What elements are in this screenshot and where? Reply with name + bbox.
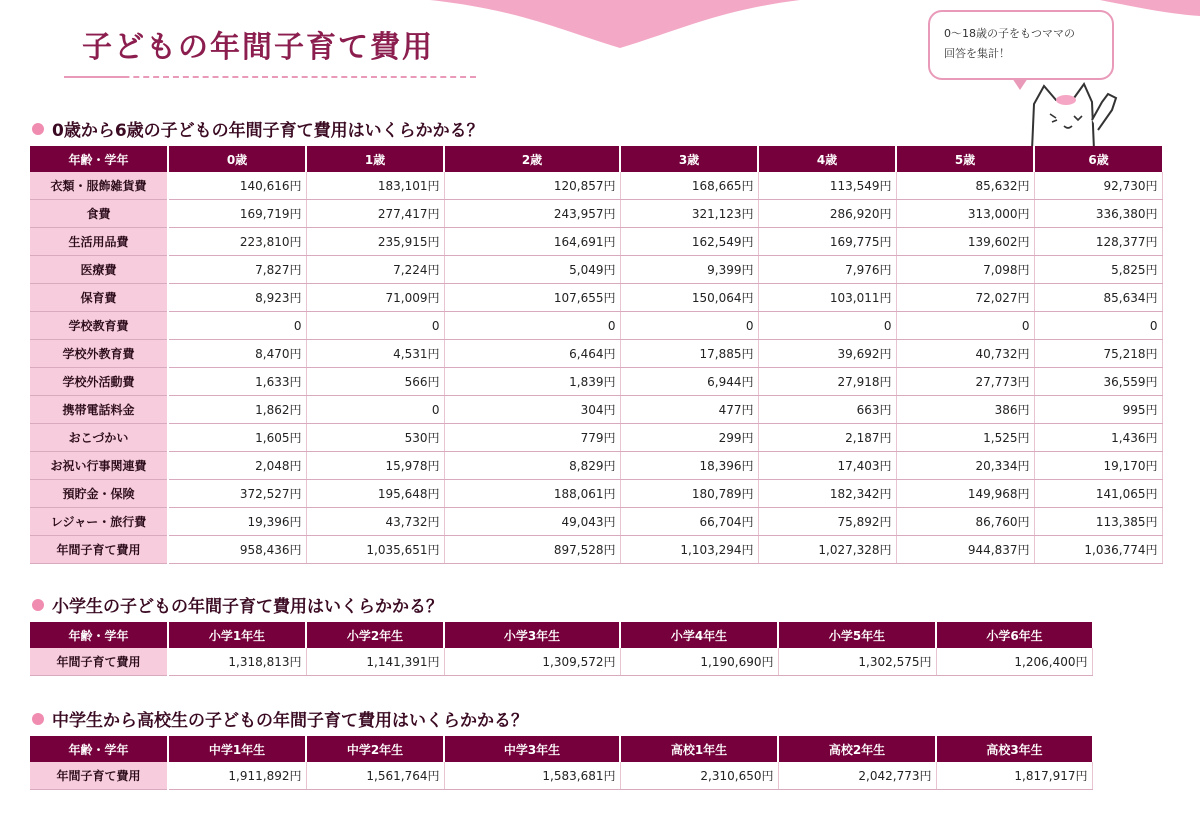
header-col: 小学3年生 [444, 622, 620, 648]
table-cell: 71,009円 [306, 284, 444, 312]
row-label: 学校外教育費 [30, 340, 168, 368]
table-cell: 92,730円 [1034, 172, 1162, 200]
table-cell: 1,817,917円 [936, 762, 1092, 790]
section-heading-junior-high-high [32, 706, 528, 731]
header-col: 中学1年生 [168, 736, 306, 762]
table-cell: 1,436円 [1034, 424, 1162, 452]
table-cell: 195,648円 [306, 480, 444, 508]
table-cell: 0 [306, 312, 444, 340]
table-cell: 40,732円 [896, 340, 1034, 368]
row-label: 学校教育費 [30, 312, 168, 340]
row-label: 年間子育て費用 [30, 648, 168, 676]
cat-illustration [1022, 80, 1142, 150]
table-cell: 7,976円 [758, 256, 896, 284]
table-cell: 1,302,575円 [778, 648, 936, 676]
table-row [30, 536, 1162, 564]
table-header-row [30, 736, 1092, 762]
table-cell: 897,528円 [444, 536, 620, 564]
table-row [30, 200, 1162, 228]
row-label: 預貯金・保険 [30, 480, 168, 508]
header-col: 4歳 [758, 146, 896, 172]
table-cell: 17,403円 [758, 452, 896, 480]
title-divider-accent [64, 76, 124, 78]
bullet-dot-icon [32, 123, 44, 135]
table-cell: 2,310,650円 [620, 762, 778, 790]
table-cell: 286,920円 [758, 200, 896, 228]
table-cell: 183,101円 [306, 172, 444, 200]
table-cell: 103,011円 [758, 284, 896, 312]
header-col: 1歳 [306, 146, 444, 172]
header-corner: 年齢・学年 [30, 622, 168, 648]
table-cell: 8,923円 [168, 284, 306, 312]
section-heading-0-6 [32, 116, 484, 141]
table-row [30, 648, 1092, 676]
table-cell: 1,103,294円 [620, 536, 758, 564]
table-junior-high-high [30, 736, 1093, 790]
table-row [30, 508, 1162, 536]
table-row [30, 396, 1162, 424]
table-cell: 299円 [620, 424, 758, 452]
table-cell: 17,885円 [620, 340, 758, 368]
table-cell: 1,141,391円 [306, 648, 444, 676]
table-cell: 336,380円 [1034, 200, 1162, 228]
table-cell: 1,911,892円 [168, 762, 306, 790]
table-row [30, 228, 1162, 256]
table-cell: 1,839円 [444, 368, 620, 396]
header-col: 小学4年生 [620, 622, 778, 648]
table-cell: 1,862円 [168, 396, 306, 424]
table-cell: 2,187円 [758, 424, 896, 452]
table-cell: 530円 [306, 424, 444, 452]
table-cell: 164,691円 [444, 228, 620, 256]
table-cell: 43,732円 [306, 508, 444, 536]
header-col: 小学5年生 [778, 622, 936, 648]
table-elementary [30, 622, 1093, 676]
table-cell: 477円 [620, 396, 758, 424]
header-corner: 年齢・学年 [30, 736, 168, 762]
row-label: おこづかい [30, 424, 168, 452]
bubble-text-line1: 0〜18歳の子をもつママの [944, 27, 1075, 40]
table-cell: 18,396円 [620, 452, 758, 480]
table-header-row [30, 146, 1162, 172]
table-cell: 139,602円 [896, 228, 1034, 256]
table-cell: 169,775円 [758, 228, 896, 256]
table-cell: 113,385円 [1034, 508, 1162, 536]
table-cell: 243,957円 [444, 200, 620, 228]
row-label: 食費 [30, 200, 168, 228]
section-heading-text: 0歳から6歳の子どもの年間子育て費用はいくらかかる？ [52, 121, 484, 141]
table-cell: 182,342円 [758, 480, 896, 508]
table-cell: 1,318,813円 [168, 648, 306, 676]
table-cell: 1,525円 [896, 424, 1034, 452]
table-cell: 19,170円 [1034, 452, 1162, 480]
table-cell: 107,655円 [444, 284, 620, 312]
table-cell: 235,915円 [306, 228, 444, 256]
table-cell: 85,634円 [1034, 284, 1162, 312]
table-cell: 113,549円 [758, 172, 896, 200]
table-cell: 313,000円 [896, 200, 1034, 228]
table-cell: 168,665円 [620, 172, 758, 200]
table-cell: 1,633円 [168, 368, 306, 396]
section-heading-elementary [32, 592, 443, 617]
table-cell: 223,810円 [168, 228, 306, 256]
table-cell: 663円 [758, 396, 896, 424]
table-cell: 19,396円 [168, 508, 306, 536]
table-row [30, 424, 1162, 452]
header-col: 小学1年生 [168, 622, 306, 648]
table-cell: 149,968円 [896, 480, 1034, 508]
table-cell: 6,944円 [620, 368, 758, 396]
header-col: 5歳 [896, 146, 1034, 172]
table-row [30, 256, 1162, 284]
table-age-0-6 [30, 146, 1163, 564]
table-cell: 0 [620, 312, 758, 340]
table-cell: 180,789円 [620, 480, 758, 508]
table-cell: 1,035,651円 [306, 536, 444, 564]
table-cell: 386円 [896, 396, 1034, 424]
header-col: 高校3年生 [936, 736, 1092, 762]
table-cell: 0 [306, 396, 444, 424]
table-cell: 958,436円 [168, 536, 306, 564]
table-cell: 86,760円 [896, 508, 1034, 536]
table-cell: 277,417円 [306, 200, 444, 228]
header-col: 中学3年生 [444, 736, 620, 762]
table-cell: 75,892円 [758, 508, 896, 536]
table-cell: 66,704円 [620, 508, 758, 536]
header-col: 小学6年生 [936, 622, 1092, 648]
table-row [30, 172, 1162, 200]
table-cell: 7,827円 [168, 256, 306, 284]
table-cell: 36,559円 [1034, 368, 1162, 396]
row-label: 携帯電話料金 [30, 396, 168, 424]
table-cell: 1,190,690円 [620, 648, 778, 676]
table-cell: 1,561,764円 [306, 762, 444, 790]
row-label: レジャー・旅行費 [30, 508, 168, 536]
header-col: 0歳 [168, 146, 306, 172]
header-corner: 年齢・学年 [30, 146, 168, 172]
bullet-dot-icon [32, 713, 44, 725]
table-cell: 5,049円 [444, 256, 620, 284]
header-col: 小学2年生 [306, 622, 444, 648]
page-title: 子どもの年間子育て費用 [82, 30, 434, 65]
table-cell: 7,224円 [306, 256, 444, 284]
table-cell: 8,470円 [168, 340, 306, 368]
table-row [30, 368, 1162, 396]
table-cell: 1,583,681円 [444, 762, 620, 790]
table-cell: 150,064円 [620, 284, 758, 312]
table-cell: 128,377円 [1034, 228, 1162, 256]
table-header-row [30, 622, 1092, 648]
section-heading-text: 中学生から高校生の子どもの年間子育て費用はいくらかかる？ [52, 711, 528, 731]
table-cell: 140,616円 [168, 172, 306, 200]
table-cell: 15,978円 [306, 452, 444, 480]
table-cell: 566円 [306, 368, 444, 396]
table-cell: 1,309,572円 [444, 648, 620, 676]
bubble-text-line2: 回答を集計！ [944, 47, 1010, 60]
table-cell: 75,218円 [1034, 340, 1162, 368]
table-cell: 1,027,328円 [758, 536, 896, 564]
table-cell: 0 [896, 312, 1034, 340]
table-cell: 995円 [1034, 396, 1162, 424]
table-row [30, 284, 1162, 312]
table-cell: 169,719円 [168, 200, 306, 228]
row-label: 生活用品費 [30, 228, 168, 256]
table-cell: 4,531円 [306, 340, 444, 368]
table-cell: 0 [1034, 312, 1162, 340]
table-cell: 27,918円 [758, 368, 896, 396]
table-cell: 2,042,773円 [778, 762, 936, 790]
table-cell: 304円 [444, 396, 620, 424]
row-label: 衣類・服飾雑貨費 [30, 172, 168, 200]
table-cell: 162,549円 [620, 228, 758, 256]
table-cell: 6,464円 [444, 340, 620, 368]
table-cell: 1,036,774円 [1034, 536, 1162, 564]
row-label: 医療費 [30, 256, 168, 284]
header-col: 高校2年生 [778, 736, 936, 762]
table-cell: 1,605円 [168, 424, 306, 452]
table-cell: 321,123円 [620, 200, 758, 228]
row-label: 保育費 [30, 284, 168, 312]
table-cell: 39,692円 [758, 340, 896, 368]
table-cell: 2,048円 [168, 452, 306, 480]
header-col: 3歳 [620, 146, 758, 172]
table-cell: 8,829円 [444, 452, 620, 480]
table-cell: 7,098円 [896, 256, 1034, 284]
table-cell: 49,043円 [444, 508, 620, 536]
row-label: お祝い行事関連費 [30, 452, 168, 480]
table-cell: 372,527円 [168, 480, 306, 508]
header-col: 2歳 [444, 146, 620, 172]
header-col: 6歳 [1034, 146, 1162, 172]
table-cell: 72,027円 [896, 284, 1034, 312]
row-label: 年間子育て費用 [30, 762, 168, 790]
section-heading-text: 小学生の子どもの年間子育て費用はいくらかかる？ [52, 597, 443, 617]
table-cell: 779円 [444, 424, 620, 452]
table-cell: 20,334円 [896, 452, 1034, 480]
row-label: 年間子育て費用 [30, 536, 168, 564]
table-cell: 27,773円 [896, 368, 1034, 396]
table-cell: 120,857円 [444, 172, 620, 200]
table-row [30, 480, 1162, 508]
table-row [30, 452, 1162, 480]
table-cell: 5,825円 [1034, 256, 1162, 284]
table-row [30, 762, 1092, 790]
table-cell: 0 [758, 312, 896, 340]
bullet-dot-icon [32, 599, 44, 611]
header-col: 高校1年生 [620, 736, 778, 762]
table-cell: 1,206,400円 [936, 648, 1092, 676]
table-cell: 0 [168, 312, 306, 340]
table-row [30, 340, 1162, 368]
row-label: 学校外活動費 [30, 368, 168, 396]
table-cell: 0 [444, 312, 620, 340]
table-cell: 9,399円 [620, 256, 758, 284]
title-dashed-divider [64, 76, 476, 78]
speech-bubble [928, 10, 1114, 80]
table-cell: 944,837円 [896, 536, 1034, 564]
table-cell: 141,065円 [1034, 480, 1162, 508]
table-cell: 85,632円 [896, 172, 1034, 200]
header-col: 中学2年生 [306, 736, 444, 762]
table-cell: 188,061円 [444, 480, 620, 508]
table-row [30, 312, 1162, 340]
